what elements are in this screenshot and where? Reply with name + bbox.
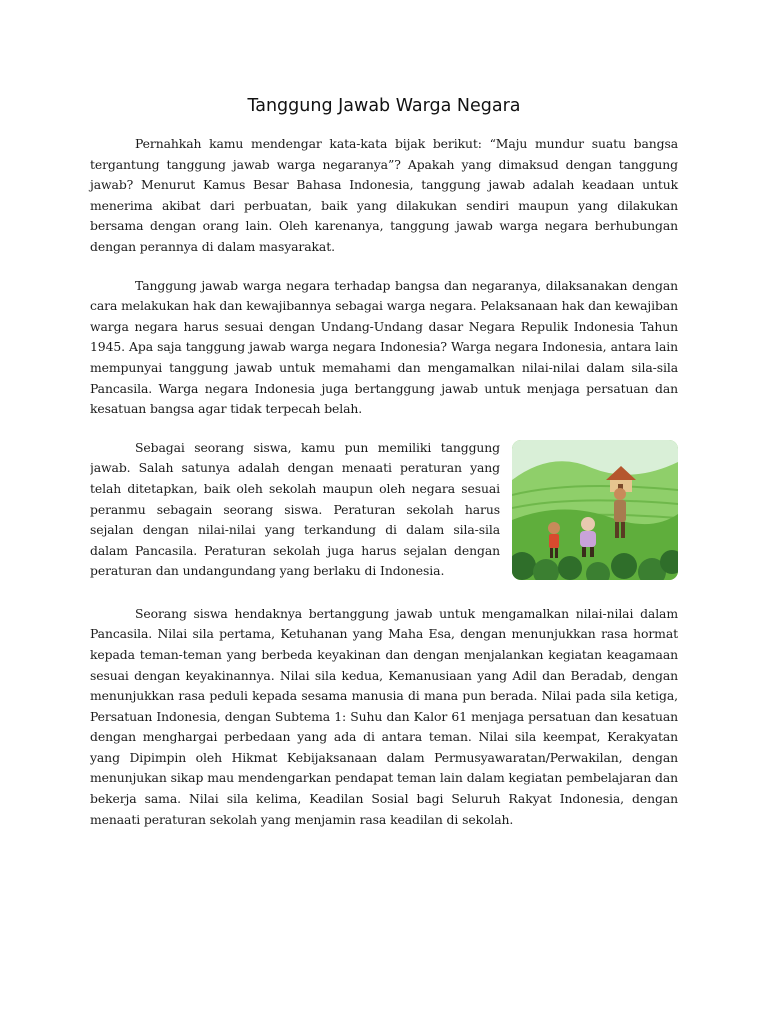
document-page: [90, 92, 678, 848]
paragraph-with-illustration: [90, 438, 678, 586]
village-hillside-illustration: [512, 440, 678, 580]
paragraph-4: Seorang siswa hendaknya bertanggung jawab untuk mengamalkan nilai-nilai dalam Pancasila. Nilai sila pertama, Ketuhanan yang Maha Esa, dengan menunjukkan rasa hormat kepada teman-teman yang berbeda keyakinan dan dengan menjalankan kegiatan keagamaan sesuai dengan keyakinannya. Nilai sila kedua, Kemanusiaan yang Adil dan Beradab, dengan menunjukkan rasa peduli kepada sesama manusia di mana pun berada. Nilai pada sila ketiga, Persatuan Indonesia, dengan Subtema 1: Suhu dan Kalor 61 menjaga persatuan dan kesatuan dengan menghargai perbedaan yang ada di antara teman. Nilai sila keempat, Kerakyatan yang Dipimpin oleh Hikmat Kebijaksanaan dalam Permusyawaratan/Perwakilan, dengan menunjukan sikap mau mendengarkan pendapat teman lain dalam kegiatan pembelajaran dan bekerja sama. Nilai sila kelima, Keadilan Sosial bagi Seluruh Rakyat Indonesia, dengan menaati peraturan sekolah yang menjamin rasa keadilan di sekolah.: [90, 605, 678, 827]
paragraph-3: Sebagai seorang siswa, kamu pun memiliki tanggung jawab. Salah satunya adalah dengan menaati peraturan yang telah ditetapkan, baik oleh sekolah maupun oleh negara sesuai peranmu sebagain seorang siswa. Peraturan sekolah harus sejalan dengan nilai-nilai yang terkandung di dalam sila-sila dalam Pancasila. Peraturan sekolah juga harus sejalan dengan peraturan dan undangundang yang berlaku di Indonesia.: [90, 439, 500, 579]
paragraph-1: Pernahkah kamu mendengar kata-kata bijak berikut: “Maju mundur suatu bangsa tergantung tanggung jawab warga negaranya”? Apakah yang dimaksud dengan tanggung jawab? Menurut Kamus Besar Bahasa Indonesia, tanggung jawab adalah keadaan untuk menerima akibat dari perbuatan, baik yang dilakukan sendiri maupun yang dilakukan bersama dengan orang lain. Oleh karenanya, tanggung jawab warga negara berhubungan dengan perannya di dalam masyarakat.: [90, 136, 678, 254]
paragraph-2: Tanggung jawab warga negara terhadap bangsa dan negaranya, dilaksanakan dengan cara melakukan hak dan kewajibannya sebagai warga negara. Pelaksanaan hak dan kewajiban warga negara harus sesuai dengan Undang-Undang dasar Negara Repulik Indonesia Tahun 1945. Apa saja tanggung jawab warga negara Indonesia? Warga negara Indonesia, antara lain mempunyai tanggung jawab untuk memahami dan mengamalkan nilai-nilai dalam sila-sila Pancasila. Warga negara Indonesia juga bertanggung jawab untuk menjaga persatuan dan kesatuan bangsa agar tidak terpecah belah.: [90, 277, 678, 417]
page-title: Tanggung Jawab Warga Negara: [247, 96, 521, 116]
